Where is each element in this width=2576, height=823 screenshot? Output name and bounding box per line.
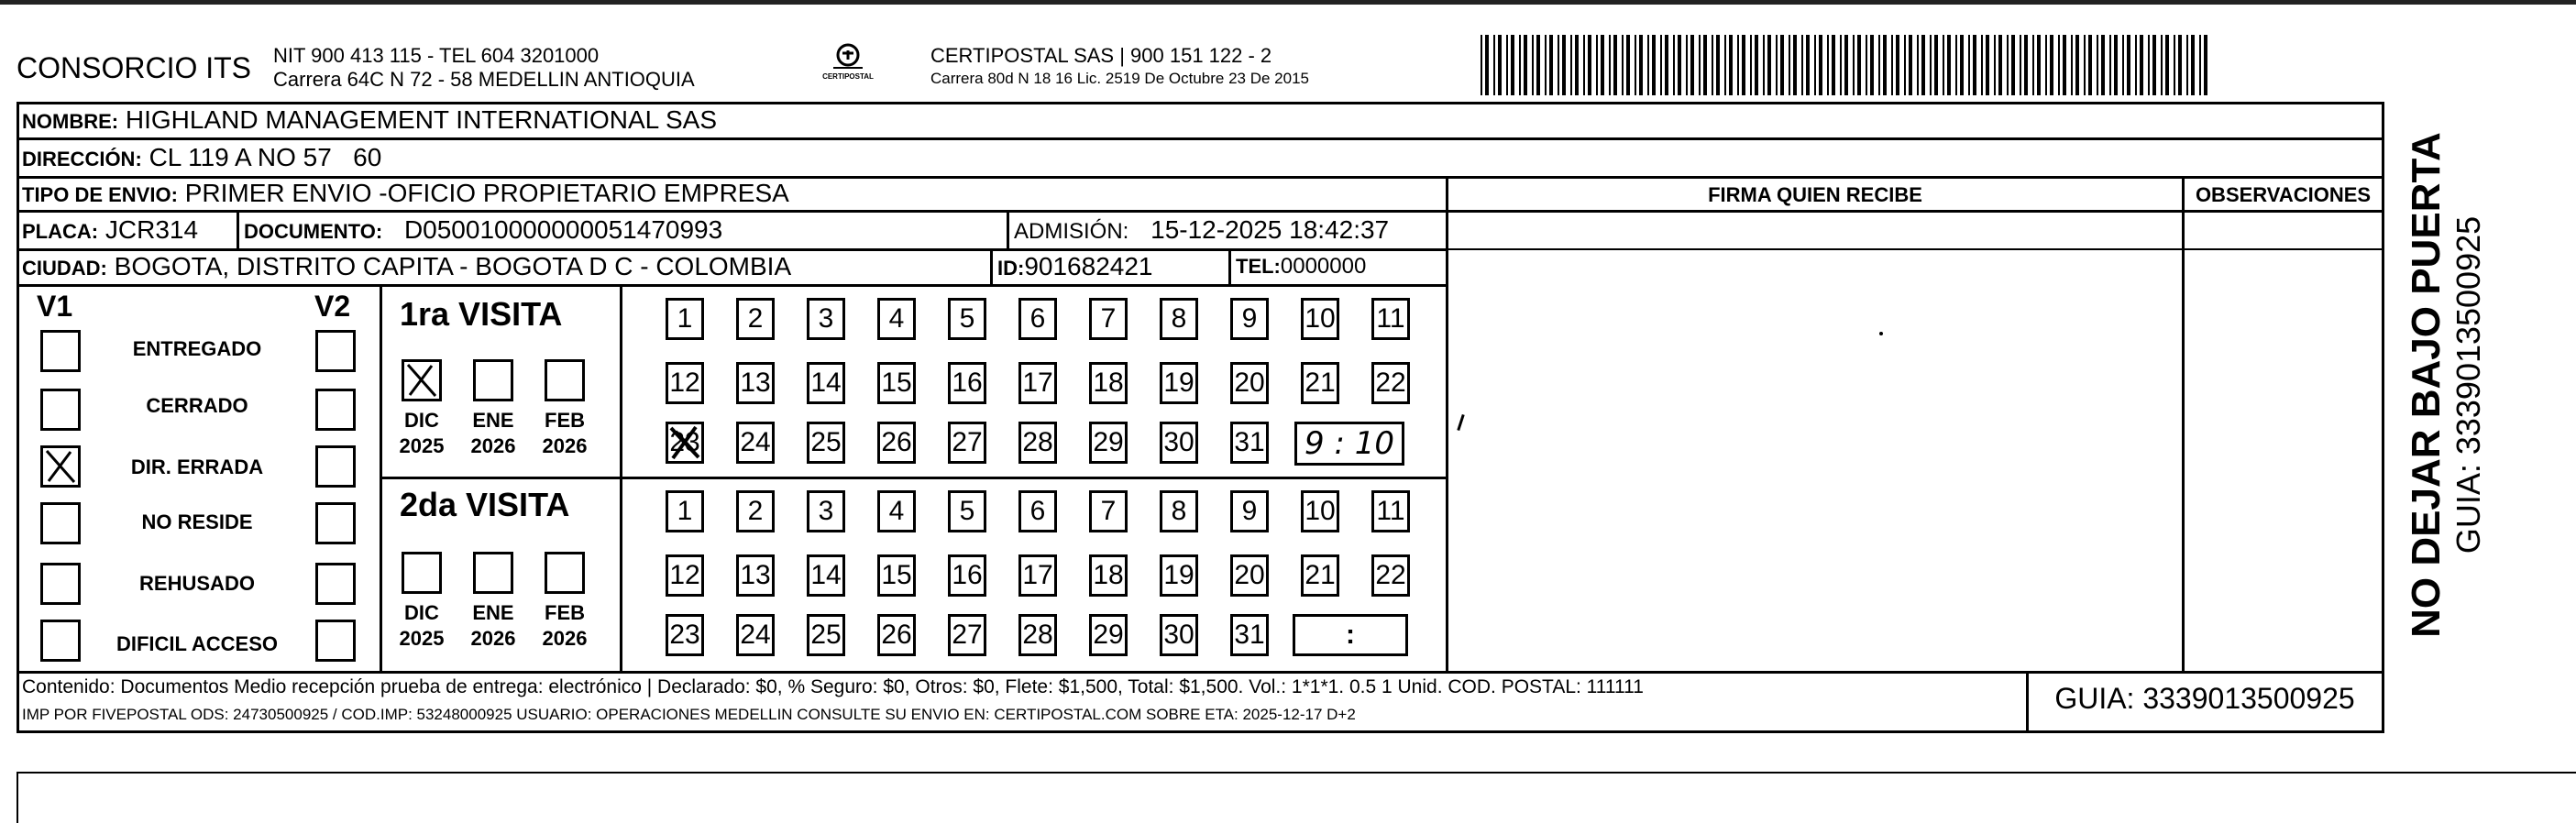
second-visit-title: 2da VISITA <box>400 486 570 523</box>
first-day-2[interactable]: 2 <box>736 298 775 340</box>
bottom-edge-left <box>17 772 18 823</box>
v2-checkbox-dificil-acceso[interactable] <box>315 620 356 662</box>
firma-header: FIRMA QUIEN RECIBE <box>1708 183 1922 206</box>
reason-dificil-acceso: DIFICIL ACCESO <box>116 632 278 655</box>
second-year-2026-feb: 2026 <box>542 627 588 650</box>
scribble-mark-icon <box>668 424 701 461</box>
first-day-18[interactable]: 18 <box>1089 362 1128 404</box>
first-day-25[interactable]: 25 <box>807 422 845 464</box>
second-month-ene-checkbox[interactable] <box>473 552 513 594</box>
v1-checkbox-cerrado[interactable] <box>40 389 81 431</box>
first-day-6[interactable]: 6 <box>1018 298 1057 340</box>
second-day-18[interactable]: 18 <box>1089 554 1128 597</box>
second-day-25[interactable]: 25 <box>807 614 845 656</box>
id-label: ID: <box>997 257 1025 280</box>
second-day-21[interactable]: 21 <box>1301 554 1339 597</box>
first-day-16[interactable]: 16 <box>948 362 986 404</box>
frame-top <box>17 102 2384 104</box>
certipostal-logo-icon <box>830 42 866 71</box>
admision-label: ADMISIÓN: <box>1014 219 1129 244</box>
second-month-feb: FEB <box>545 601 585 624</box>
second-day-24[interactable]: 24 <box>736 614 775 656</box>
first-day-24[interactable]: 24 <box>736 422 775 464</box>
first-day-28[interactable]: 28 <box>1018 422 1057 464</box>
reason-entregado: ENTREGADO <box>132 337 262 360</box>
second-day-29[interactable]: 29 <box>1089 614 1128 656</box>
second-day-5[interactable]: 5 <box>948 490 986 532</box>
v2-checkbox-rehusado[interactable] <box>315 563 356 605</box>
second-day-22[interactable]: 22 <box>1371 554 1410 597</box>
footer-guia: GUIA: 3339013500925 <box>2054 682 2355 715</box>
first-month-feb-checkbox[interactable] <box>545 359 585 401</box>
second-year-2025: 2025 <box>399 627 445 650</box>
first-day-7[interactable]: 7 <box>1089 298 1128 340</box>
documento-value: D050010000000051470993 <box>403 215 723 244</box>
tel-label: TEL: <box>1236 255 1281 278</box>
admision-row <box>1014 215 1389 245</box>
second-day-10[interactable]: 10 <box>1301 490 1339 532</box>
company-nit: NIT 900 413 115 - TEL 604 3201000 <box>273 44 600 67</box>
v1-label: V1 <box>37 290 73 323</box>
footer-contenido: Contenido: Documentos Medio recepción prueba de entrega: electrónico | Declarado: $0, % Seguro: $0, Otros: $0, Flete: $1,500, Total: $1,500. Vol.: 1*1*1. 0.5 1 Unid. COD. POSTAL: 111111 <box>22 676 1644 697</box>
second-month-feb-checkbox[interactable] <box>545 552 585 594</box>
first-day-30[interactable]: 30 <box>1160 422 1198 464</box>
second-day-1[interactable]: 1 <box>666 490 704 532</box>
first-year-2026-feb: 2026 <box>542 434 588 457</box>
second-day-19[interactable]: 19 <box>1160 554 1198 597</box>
tipo-label: TIPO DE ENVIO: <box>22 183 178 206</box>
nombre-label: NOMBRE: <box>22 110 119 133</box>
direccion-value: CL 119 A NO 57 60 <box>149 143 382 171</box>
second-day-28[interactable]: 28 <box>1018 614 1057 656</box>
observaciones-header: OBSERVACIONES <box>2195 183 2372 206</box>
v2-checkbox-no-reside[interactable] <box>315 502 356 544</box>
second-day-23[interactable]: 23 <box>666 614 704 656</box>
first-day-17[interactable]: 17 <box>1018 362 1057 404</box>
barcode <box>1481 35 2209 95</box>
second-day-27[interactable]: 27 <box>948 614 986 656</box>
second-day-31[interactable]: 31 <box>1230 614 1269 656</box>
second-day-16[interactable]: 16 <box>948 554 986 597</box>
id-row <box>997 252 1152 281</box>
frame-right <box>2382 102 2384 733</box>
first-day-23[interactable]: 23 <box>666 422 704 464</box>
second-month-dic: DIC <box>404 601 439 624</box>
first-day-29[interactable]: 29 <box>1089 422 1128 464</box>
first-day-27[interactable]: 27 <box>948 422 986 464</box>
second-day-3[interactable]: 3 <box>807 490 845 532</box>
first-day-31[interactable]: 31 <box>1230 422 1269 464</box>
reason-dir-errada: DIR. ERRADA <box>130 455 264 478</box>
first-day-8[interactable]: 8 <box>1160 298 1198 340</box>
v2-checkbox-dir-errada[interactable] <box>315 445 356 488</box>
logo-text: CERTIPOSTAL <box>822 72 874 81</box>
bottom-edge-line <box>17 772 2576 774</box>
v1-checkbox-no-reside[interactable] <box>40 502 81 544</box>
second-visit-time[interactable]: : <box>1293 614 1408 656</box>
ciudad-value: BOGOTA, DISTRITO CAPITA - BOGOTA D C - COLOMBIA <box>114 252 792 280</box>
company-name: CONSORCIO ITS <box>17 51 252 84</box>
first-year-2026-ene: 2026 <box>470 434 516 457</box>
first-month-ene: ENE <box>472 409 514 432</box>
first-month-feb: FEB <box>545 409 585 432</box>
first-month-dic: DIC <box>404 409 439 432</box>
first-day-14[interactable]: 14 <box>807 362 845 404</box>
second-month-dic-checkbox[interactable] <box>402 552 442 594</box>
second-day-6[interactable]: 6 <box>1018 490 1057 532</box>
second-day-4[interactable]: 4 <box>877 490 916 532</box>
certipostal-address: Carrera 80d N 18 16 Lic. 2519 De Octubre 23 De 2015 <box>930 70 1309 87</box>
first-day-1[interactable]: 1 <box>666 298 704 340</box>
first-day-12[interactable]: 12 <box>666 362 704 404</box>
top-edge <box>0 0 2576 5</box>
v2-checkbox-cerrado[interactable] <box>315 389 356 431</box>
v1-checkbox-dificil-acceso[interactable] <box>40 620 81 662</box>
documento-row <box>244 215 722 245</box>
first-day-15[interactable]: 15 <box>877 362 916 404</box>
first-day-3[interactable]: 3 <box>807 298 845 340</box>
reason-no-reside: NO RESIDE <box>141 510 253 533</box>
second-day-11[interactable]: 11 <box>1371 490 1410 532</box>
v1-checkbox-entregado[interactable] <box>40 330 81 372</box>
second-month-ene: ENE <box>472 601 514 624</box>
admision-value: 15-12-2025 18:42:37 <box>1150 215 1390 244</box>
second-day-26[interactable]: 26 <box>877 614 916 656</box>
first-day-4[interactable]: 4 <box>877 298 916 340</box>
side-guia: GUIA: 3339013500925 <box>2449 215 2487 554</box>
v2-label: V2 <box>314 290 351 323</box>
first-day-20[interactable]: 20 <box>1230 362 1269 404</box>
frame-left <box>17 102 19 733</box>
signature-mark <box>1457 414 1464 431</box>
first-year-2025: 2025 <box>399 434 445 457</box>
first-visit-time[interactable]: 9 : 10 <box>1294 422 1404 466</box>
first-day-10[interactable]: 10 <box>1301 298 1339 340</box>
second-day-20[interactable]: 20 <box>1230 554 1269 597</box>
second-year-2026-ene: 2026 <box>470 627 516 650</box>
second-day-9[interactable]: 9 <box>1230 490 1269 532</box>
first-day-9[interactable]: 9 <box>1230 298 1269 340</box>
direccion-row <box>22 143 381 172</box>
v2-checkbox-entregado[interactable] <box>315 330 356 372</box>
reason-rehusado: REHUSADO <box>139 572 255 595</box>
certipostal-logo <box>811 42 885 93</box>
second-day-30[interactable]: 30 <box>1160 614 1198 656</box>
tipo-value: PRIMER ENVIO -OFICIO PROPIETARIO EMPRESA <box>184 179 789 207</box>
v1-checkbox-dir-errada[interactable] <box>40 445 81 488</box>
first-day-19[interactable]: 19 <box>1160 362 1198 404</box>
second-day-7[interactable]: 7 <box>1089 490 1128 532</box>
placa-value: JCR314 <box>105 215 199 244</box>
nombre-value: HIGHLAND MANAGEMENT INTERNATIONAL SAS <box>125 105 718 134</box>
id-value: 901682421 <box>1024 252 1153 280</box>
first-month-dic-checkbox[interactable] <box>402 359 442 401</box>
first-day-22[interactable]: 22 <box>1371 362 1410 404</box>
side-no-dejar: NO DEJAR BAJO PUERTA <box>2404 132 2449 638</box>
second-day-17[interactable]: 17 <box>1018 554 1057 597</box>
first-day-21[interactable]: 21 <box>1301 362 1339 404</box>
nombre-row <box>22 105 717 135</box>
ciudad-label: CIUDAD: <box>22 257 107 280</box>
first-day-26[interactable]: 26 <box>877 422 916 464</box>
second-day-14[interactable]: 14 <box>807 554 845 597</box>
first-visit-title: 1ra VISITA <box>400 295 563 333</box>
tel-value: 0000000 <box>1280 254 1367 279</box>
signature-dot <box>1879 332 1883 335</box>
second-day-13[interactable]: 13 <box>736 554 775 597</box>
frame-bottom <box>17 730 2384 733</box>
ciudad-row <box>22 252 791 281</box>
company-address: Carrera 64C N 72 - 58 MEDELLIN ANTIOQUIA <box>273 68 695 91</box>
documento-label: DOCUMENTO: <box>244 220 383 243</box>
second-day-2[interactable]: 2 <box>736 490 775 532</box>
v1-checkbox-rehusado[interactable] <box>40 563 81 605</box>
side-text <box>2404 128 2541 642</box>
check-x-icon <box>43 448 78 485</box>
second-day-15[interactable]: 15 <box>877 554 916 597</box>
first-day-5[interactable]: 5 <box>948 298 986 340</box>
direccion-label: DIRECCIÓN: <box>22 148 142 170</box>
second-day-12[interactable]: 12 <box>666 554 704 597</box>
reason-cerrado: CERRADO <box>146 394 248 417</box>
first-day-11[interactable]: 11 <box>1371 298 1410 340</box>
second-day-8[interactable]: 8 <box>1160 490 1198 532</box>
first-day-13[interactable]: 13 <box>736 362 775 404</box>
tel-row <box>1236 254 1366 280</box>
footer-imp: IMP POR FIVEPOSTAL ODS: 24730500925 / COD.IMP: 53248000925 USUARIO: OPERACIONES MEDELLIN CONSULTE SU ENVIO EN: CERTIPOSTAL.COM SOBRE ETA: 2025-12-17 D+2 <box>22 706 1356 723</box>
first-month-ene-checkbox[interactable] <box>473 359 513 401</box>
check-x-icon <box>404 362 439 399</box>
placa-label: PLACA: <box>22 220 99 243</box>
tipo-row <box>22 179 789 208</box>
certipostal-name: CERTIPOSTAL SAS | 900 151 122 - 2 <box>930 44 1272 67</box>
placa-row <box>22 215 198 245</box>
